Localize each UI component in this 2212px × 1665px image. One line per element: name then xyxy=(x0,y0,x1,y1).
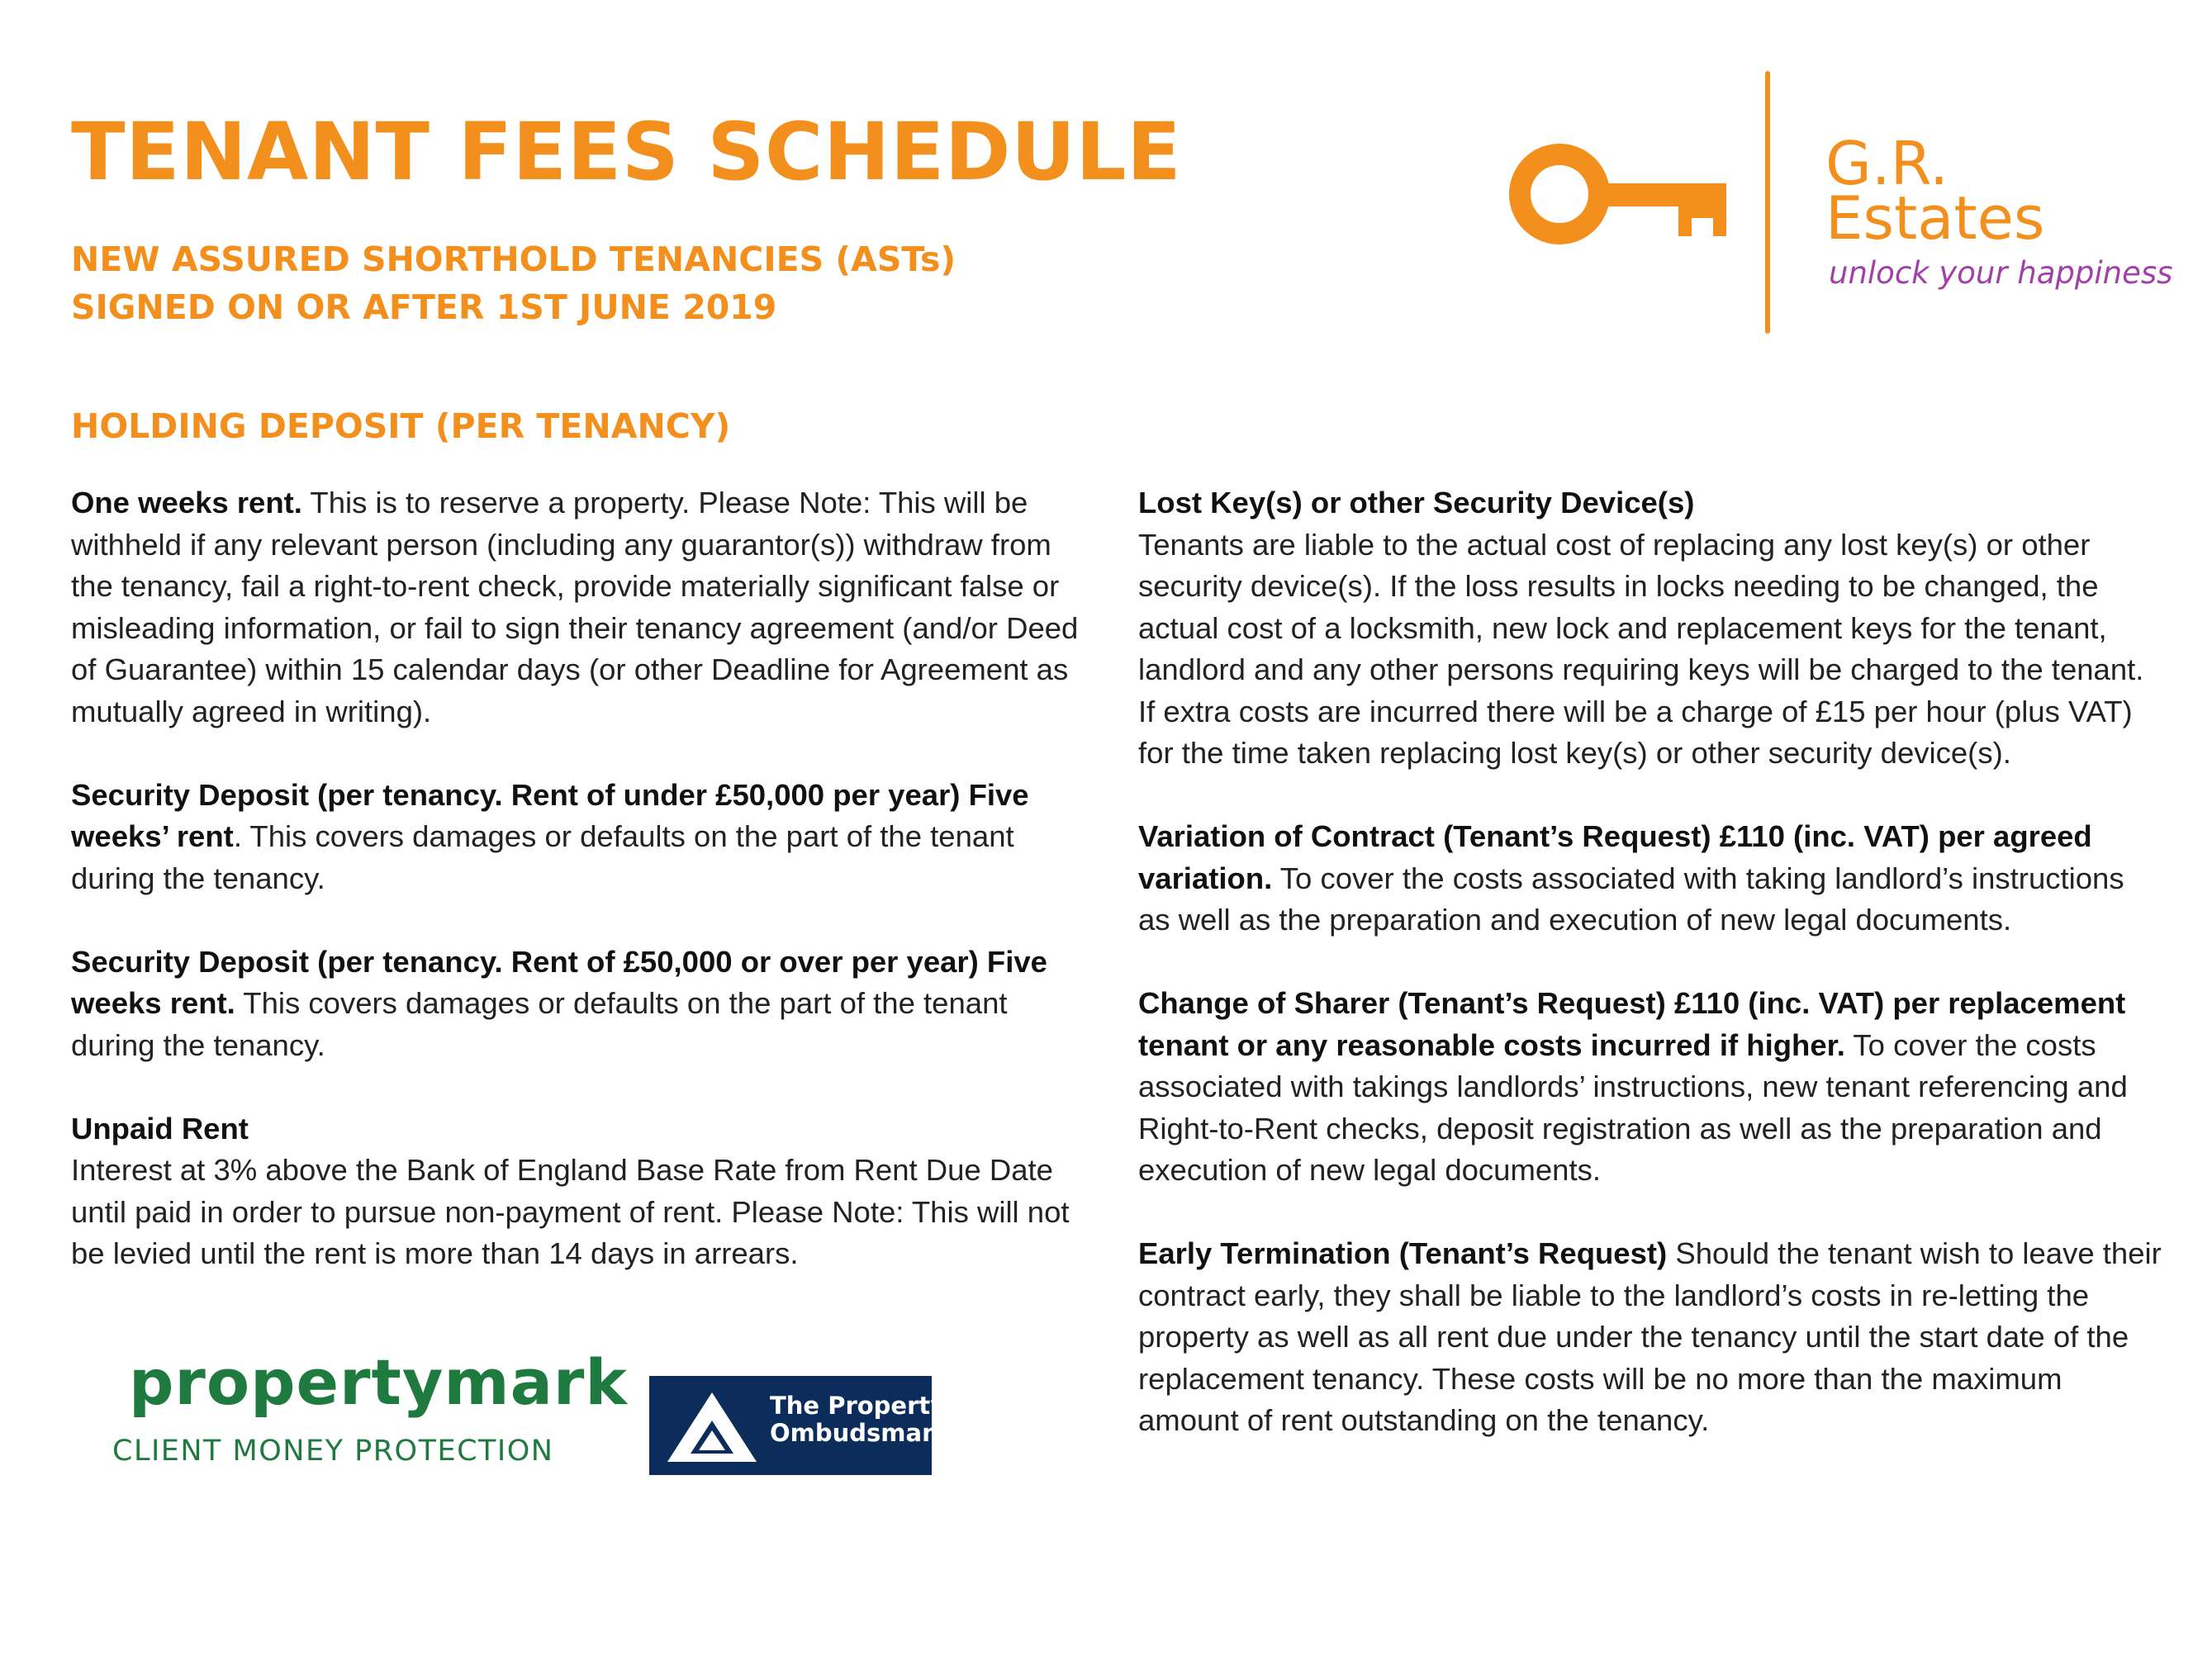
fee-item xyxy=(1138,1233,2162,1442)
property-ombudsman-logo xyxy=(649,1376,947,1475)
fee-item-text: To cover the costs associated with takings landlords’ instructions, new tenant referencing and Right-to-Rent checks, deposit registration as well as the preparation and execution of new legal documents. xyxy=(1138,1027,2128,1187)
fee-item xyxy=(71,482,1095,733)
fee-item-heading: One weeks rent. xyxy=(71,486,302,519)
fee-item xyxy=(71,1108,1095,1275)
key-icon xyxy=(1508,142,1730,246)
left-column xyxy=(71,482,1095,1316)
fee-item-heading: Change of Sharer (Tenant’s Request) £110 (inc. VAT) per replacement tenant or any reasonable costs incurred if higher. xyxy=(1138,986,2126,1062)
logo-name-line-2: Estates xyxy=(1825,183,2045,253)
page-title: TENANT FEES SCHEDULE xyxy=(71,106,1182,198)
fee-item-heading: Early Termination (Tenant’s Request) xyxy=(1138,1236,1668,1270)
propertymark-subtitle: CLIENT MONEY PROTECTION xyxy=(112,1435,554,1468)
section-heading: HOLDING DEPOSIT (PER TENANCY) xyxy=(71,406,731,446)
fee-item xyxy=(71,942,1095,1067)
fee-item xyxy=(1138,983,2162,1192)
fee-item-heading: Unpaid Rent xyxy=(71,1111,249,1146)
logo-divider xyxy=(1765,71,1770,334)
propertymark-logo: propertymark xyxy=(129,1345,628,1419)
fee-item-text: Interest at 3% above the Bank of England Base Rate from Rent Due Date until paid in order to pursue non-payment of rent. Please Note: This will not be levied until the rent is more than 14 days in arrears. xyxy=(71,1153,1070,1270)
logo-name-line-1: G.R. xyxy=(1825,129,1949,198)
fee-item-heading: Security Deposit (per tenancy. Rent of £50,000 or over per year) Five weeks rent. xyxy=(71,944,1047,1020)
right-column xyxy=(1138,482,2162,1483)
fee-item-text: Should the tenant wish to leave their contract early, they shall be liable to the landlord’s costs in re-letting the property as well as all rent due under the tenancy until the start date of the replacement tenancy. These costs will be no more than the maximum amount of rent outstanding on the tenancy. xyxy=(1138,1236,2162,1437)
fee-item-heading: Lost Key(s) or other Security Device(s) xyxy=(1138,486,1695,519)
fee-item-text: . This covers damages or defaults on the part of the tenant during the tenancy. xyxy=(71,819,1014,895)
fee-item-text: To cover the costs associated with taking landlord’s instructions as well as the preparation and execution of new legal documents. xyxy=(1138,861,2124,937)
subtitle-line-2: SIGNED ON OR AFTER 1ST JUNE 2019 xyxy=(71,287,777,327)
tpo-line-1: The Property xyxy=(770,1392,947,1420)
fee-item xyxy=(1138,816,2162,942)
fee-item xyxy=(71,775,1095,900)
fee-item-heading: Variation of Contract (Tenant’s Request) £110 (inc. VAT) per agreed variation. xyxy=(1138,819,2092,895)
fee-item-heading: Security Deposit (per tenancy. Rent of under £50,000 per year) Five weeks’ rent xyxy=(71,777,1029,853)
subtitle-line-1: NEW ASSURED SHORTHOLD TENANCIES (ASTs) xyxy=(71,240,956,279)
triangle-icon xyxy=(662,1388,762,1467)
fee-item xyxy=(1138,482,2162,775)
fee-item-text: This covers damages or defaults on the part of the tenant during the tenancy. xyxy=(71,986,1008,1062)
fee-item-text: This is to reserve a property. Please Note: This will be withheld if any relevant person (including any guarantor(s)) withdraw from the tenancy, fail a right-to-rent check, provide materially significant false or misleading information, or fail to sign their tenancy agreement (and/or Deed of Guarantee) within 15 calendar days (or other Deadline for Agreement as mutually agreed in writing). xyxy=(71,486,1079,728)
logo-tagline: unlock your happiness xyxy=(1829,255,2173,291)
tpo-text xyxy=(770,1392,946,1447)
fee-item-text: Tenants are liable to the actual cost of replacing any lost key(s) or other security device(s). If the loss results in locks needing to be changed, the actual cost of a locksmith, new lock and replacement keys for the tenant, landlord and any other persons requiring keys will be charged to the tenant. If extra costs are incurred there will be a charge of £15 per hour (plus VAT) for the time taken replacing lost key(s) or other security device(s). xyxy=(1138,527,2144,770)
tpo-line-2: Ombudsman xyxy=(770,1419,939,1447)
